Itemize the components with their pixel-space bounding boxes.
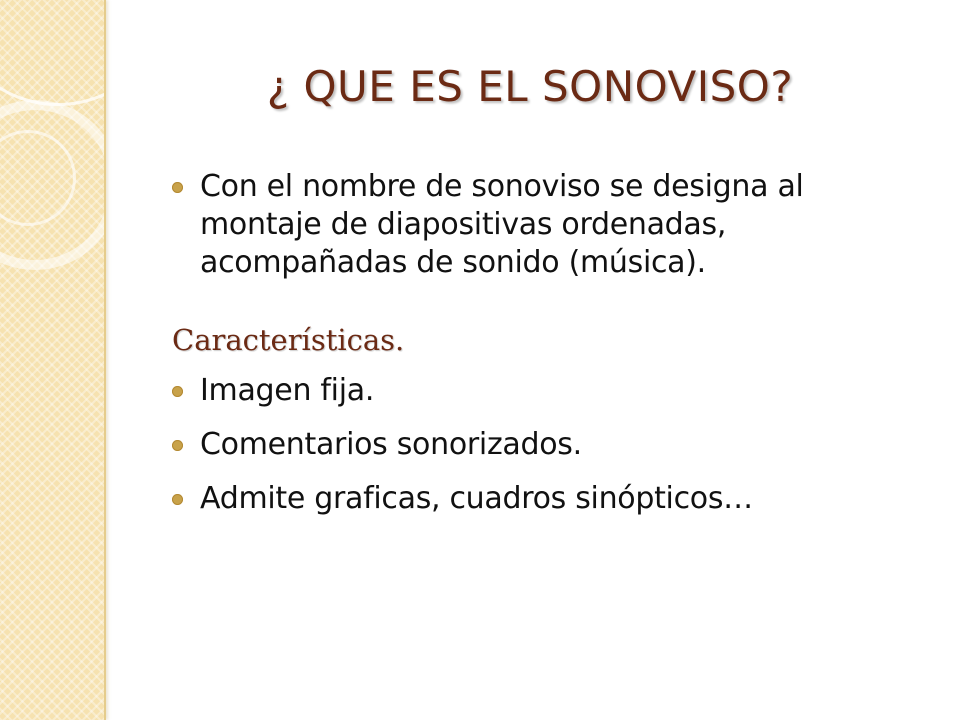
bullet-dot-icon bbox=[172, 182, 183, 193]
bullet-text: Imagen fija. bbox=[200, 373, 375, 408]
bullet-dot-icon bbox=[172, 440, 183, 451]
intro-bullet-list bbox=[172, 168, 932, 282]
bullet-text: Con el nombre de sonoviso se designa al montaje de diapositivas ordenadas, acompañadas de sonido (música). bbox=[200, 169, 804, 280]
bullet-item bbox=[172, 372, 932, 410]
bullet-text: Admite graficas, cuadros sinópticos… bbox=[200, 481, 753, 516]
bullet-dot-icon bbox=[172, 386, 183, 397]
slide-content bbox=[172, 168, 932, 534]
bullet-text: Comentarios sonorizados. bbox=[200, 427, 582, 462]
section-heading-caracteristicas: Características. bbox=[172, 323, 405, 357]
slide-title: ¿ QUE ES EL SONOVISO? bbox=[266, 62, 794, 111]
decorative-ring bbox=[0, 0, 106, 106]
features-bullet-list bbox=[172, 372, 932, 518]
bullet-item bbox=[172, 426, 932, 464]
bullet-item bbox=[172, 480, 932, 518]
decorative-side-panel bbox=[0, 0, 106, 720]
bullet-dot-icon bbox=[172, 494, 183, 505]
bullet-item bbox=[172, 168, 932, 282]
